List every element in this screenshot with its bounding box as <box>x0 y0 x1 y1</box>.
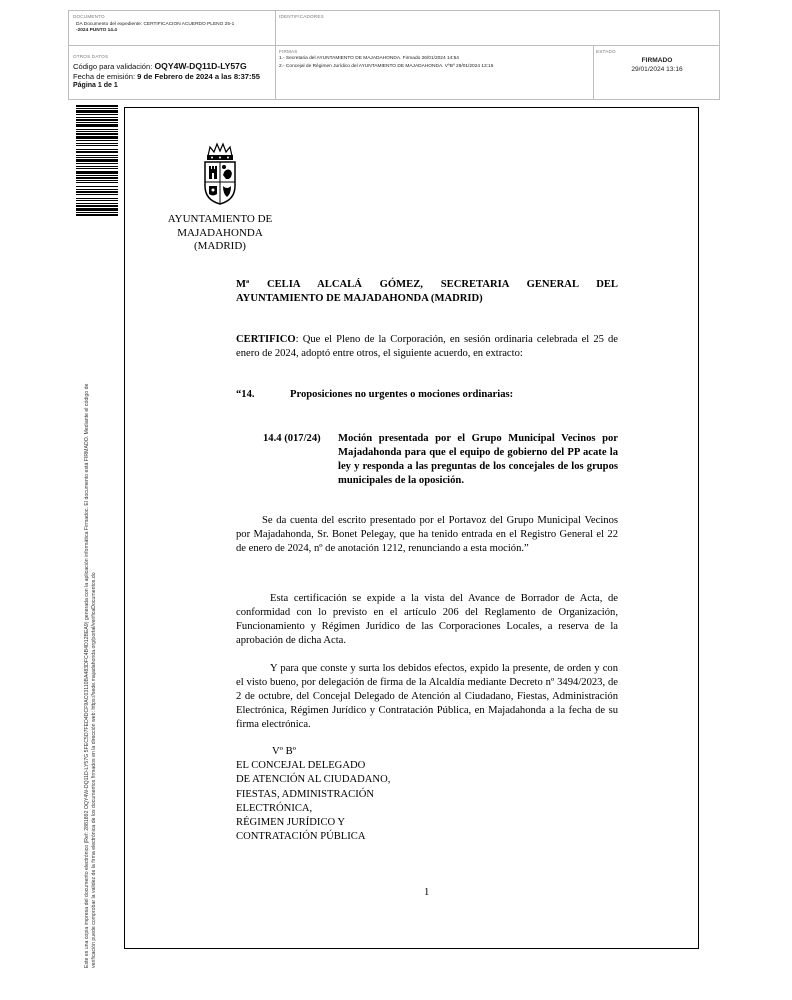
paragraph-2: Esta certificación se expide a la vista del Avance de Borrador de Acta, de conformidad con lo previsto en el artículo 206 del Reglamento de Organización, Funcionamiento y Régimen Jurídico de las Corporaciones Locales, a reserva de la aprobación de dicha Acta. <box>236 593 618 646</box>
certifico-label: CERTIFICO <box>236 334 296 345</box>
estado-date: 29/01/2024 13:16 <box>631 66 683 73</box>
emission-date: Fecha de emisión: 9 de Febrero de 2024 a las 8:37:55 <box>73 72 261 81</box>
side-text-line-2: verificación puede comprobar la validez de la firma electrónica de los documentos firmados en la dirección web: https://sede.majadahonda.org/portal/verificaDocumentos.do <box>91 572 97 968</box>
certifico-paragraph: CERTIFICO: Que el Pleno de la Corporación, en sesión ordinaria celebrada el 25 de enero de 2024, adoptó entre otros, el siguiente acuerdo, en extracto: <box>236 334 618 359</box>
barcode <box>76 105 118 275</box>
subitem-number: 14.4 (017/24) <box>263 433 321 444</box>
header-divider <box>275 11 276 99</box>
documento-value: DA Documento del expediente: CERTIFICACION ACUERDO PLENO 25-1 -2024 PUNTO 14.4 <box>76 22 235 33</box>
visto-bueno: Vº Bº <box>272 746 296 757</box>
validation-code: Código para validación: OQY4W-DQ11D-LY57G <box>73 61 247 71</box>
document-heading-line-1: Mª CELIA ALCALÁ GÓMEZ, SECRETARIA GENERAL DEL <box>236 279 618 290</box>
coat-of-arms-icon <box>200 142 240 206</box>
subitem-text: Moción presentada por el Grupo Municipal Vecinos por Majadahonda para que el equipo de gobierno del PP acate la ley y responda a las preguntas de los concejales de los grupos municipales de la oposición. <box>338 433 618 486</box>
signature-block: Vº Bº EL CONCEJAL DELEGADO DE ATENCIÓN AL CIUDADANO, FIESTAS, ADMINISTRACIÓN ELECTRÓNICA, RÉGIMEN JURÍDICO Y CONTRATACIÓN PÚBLICA <box>236 745 476 844</box>
organization-name: AYUNTAMIENTO DE MAJADAHONDA (MADRID) <box>167 213 273 252</box>
otros-datos-caption: OTROS DATOS <box>73 54 109 59</box>
documento-caption: DOCUMENTO <box>73 14 105 19</box>
identificadores-caption: IDENTIFICADORES <box>279 14 324 19</box>
item-number: “14. <box>236 389 255 400</box>
estado-caption: ESTADO <box>596 49 616 54</box>
document-heading-line-2: AYUNTAMIENTO DE MAJADAHONDA (MADRID) <box>236 293 483 304</box>
header-divider <box>69 45 719 46</box>
firma-1: 1.- Secretaria del AYUNTAMIENTO DE MAJADAHONDA. Firmado 26/01/2024 14:54 <box>279 56 459 61</box>
validation-code-value[interactable]: OQY4W-DQ11D-LY57G <box>154 61 247 71</box>
firma-2: 2.- Concejal de Régimen Jurídico del AYUNTAMIENTO DE MAJADAHONDA. VºBº 29/01/2024 13:16 <box>279 64 494 69</box>
estado-value: FIRMADO <box>641 57 673 64</box>
paragraph-1: Se da cuenta del escrito presentado por el Portavoz del Grupo Municipal Vecinos por Majadahonda, Sr. Bonet Pelegay, que ha tenido entrada en el Registro General el 22 de enero de 2024, nº de anotación 1212, renunciando a esta moción.” <box>236 515 618 554</box>
barcode-stripe <box>76 216 118 217</box>
page-count: Página 1 de 1 <box>73 82 118 89</box>
firmas-caption: FIRMAS <box>279 49 298 54</box>
page-number: 1 <box>424 887 430 898</box>
side-text-line-1: Este es una copia impresa del documento electrónico (Ref: 2881892 OQY4W-DQ11D-LY57G 5FEC5D7FED4DCF9AC03110BA483DFC4B4D12BEA9) generada con la aplicación informática Firmadoc. El documento está FIRMADO. Mediante el código de <box>84 383 90 968</box>
signature-header-box <box>68 10 720 100</box>
item-title: Proposiciones no urgentes o mociones ordinarias: <box>290 389 514 400</box>
paragraph-3: Y para que conste y surta los debidos efectos, expido la presente, de orden y con el visto bueno, por delegación de firma de la Alcaldía mediante Decreto nº 3494/2023, de 2 de octubre, del Concejal Delegado de Atención al Ciudadano, Fiestas, Administración Electrónica, Régimen Jurídico y Contratación Pública, en Majadahonda a la fecha de su firma electrónica. <box>236 663 618 730</box>
